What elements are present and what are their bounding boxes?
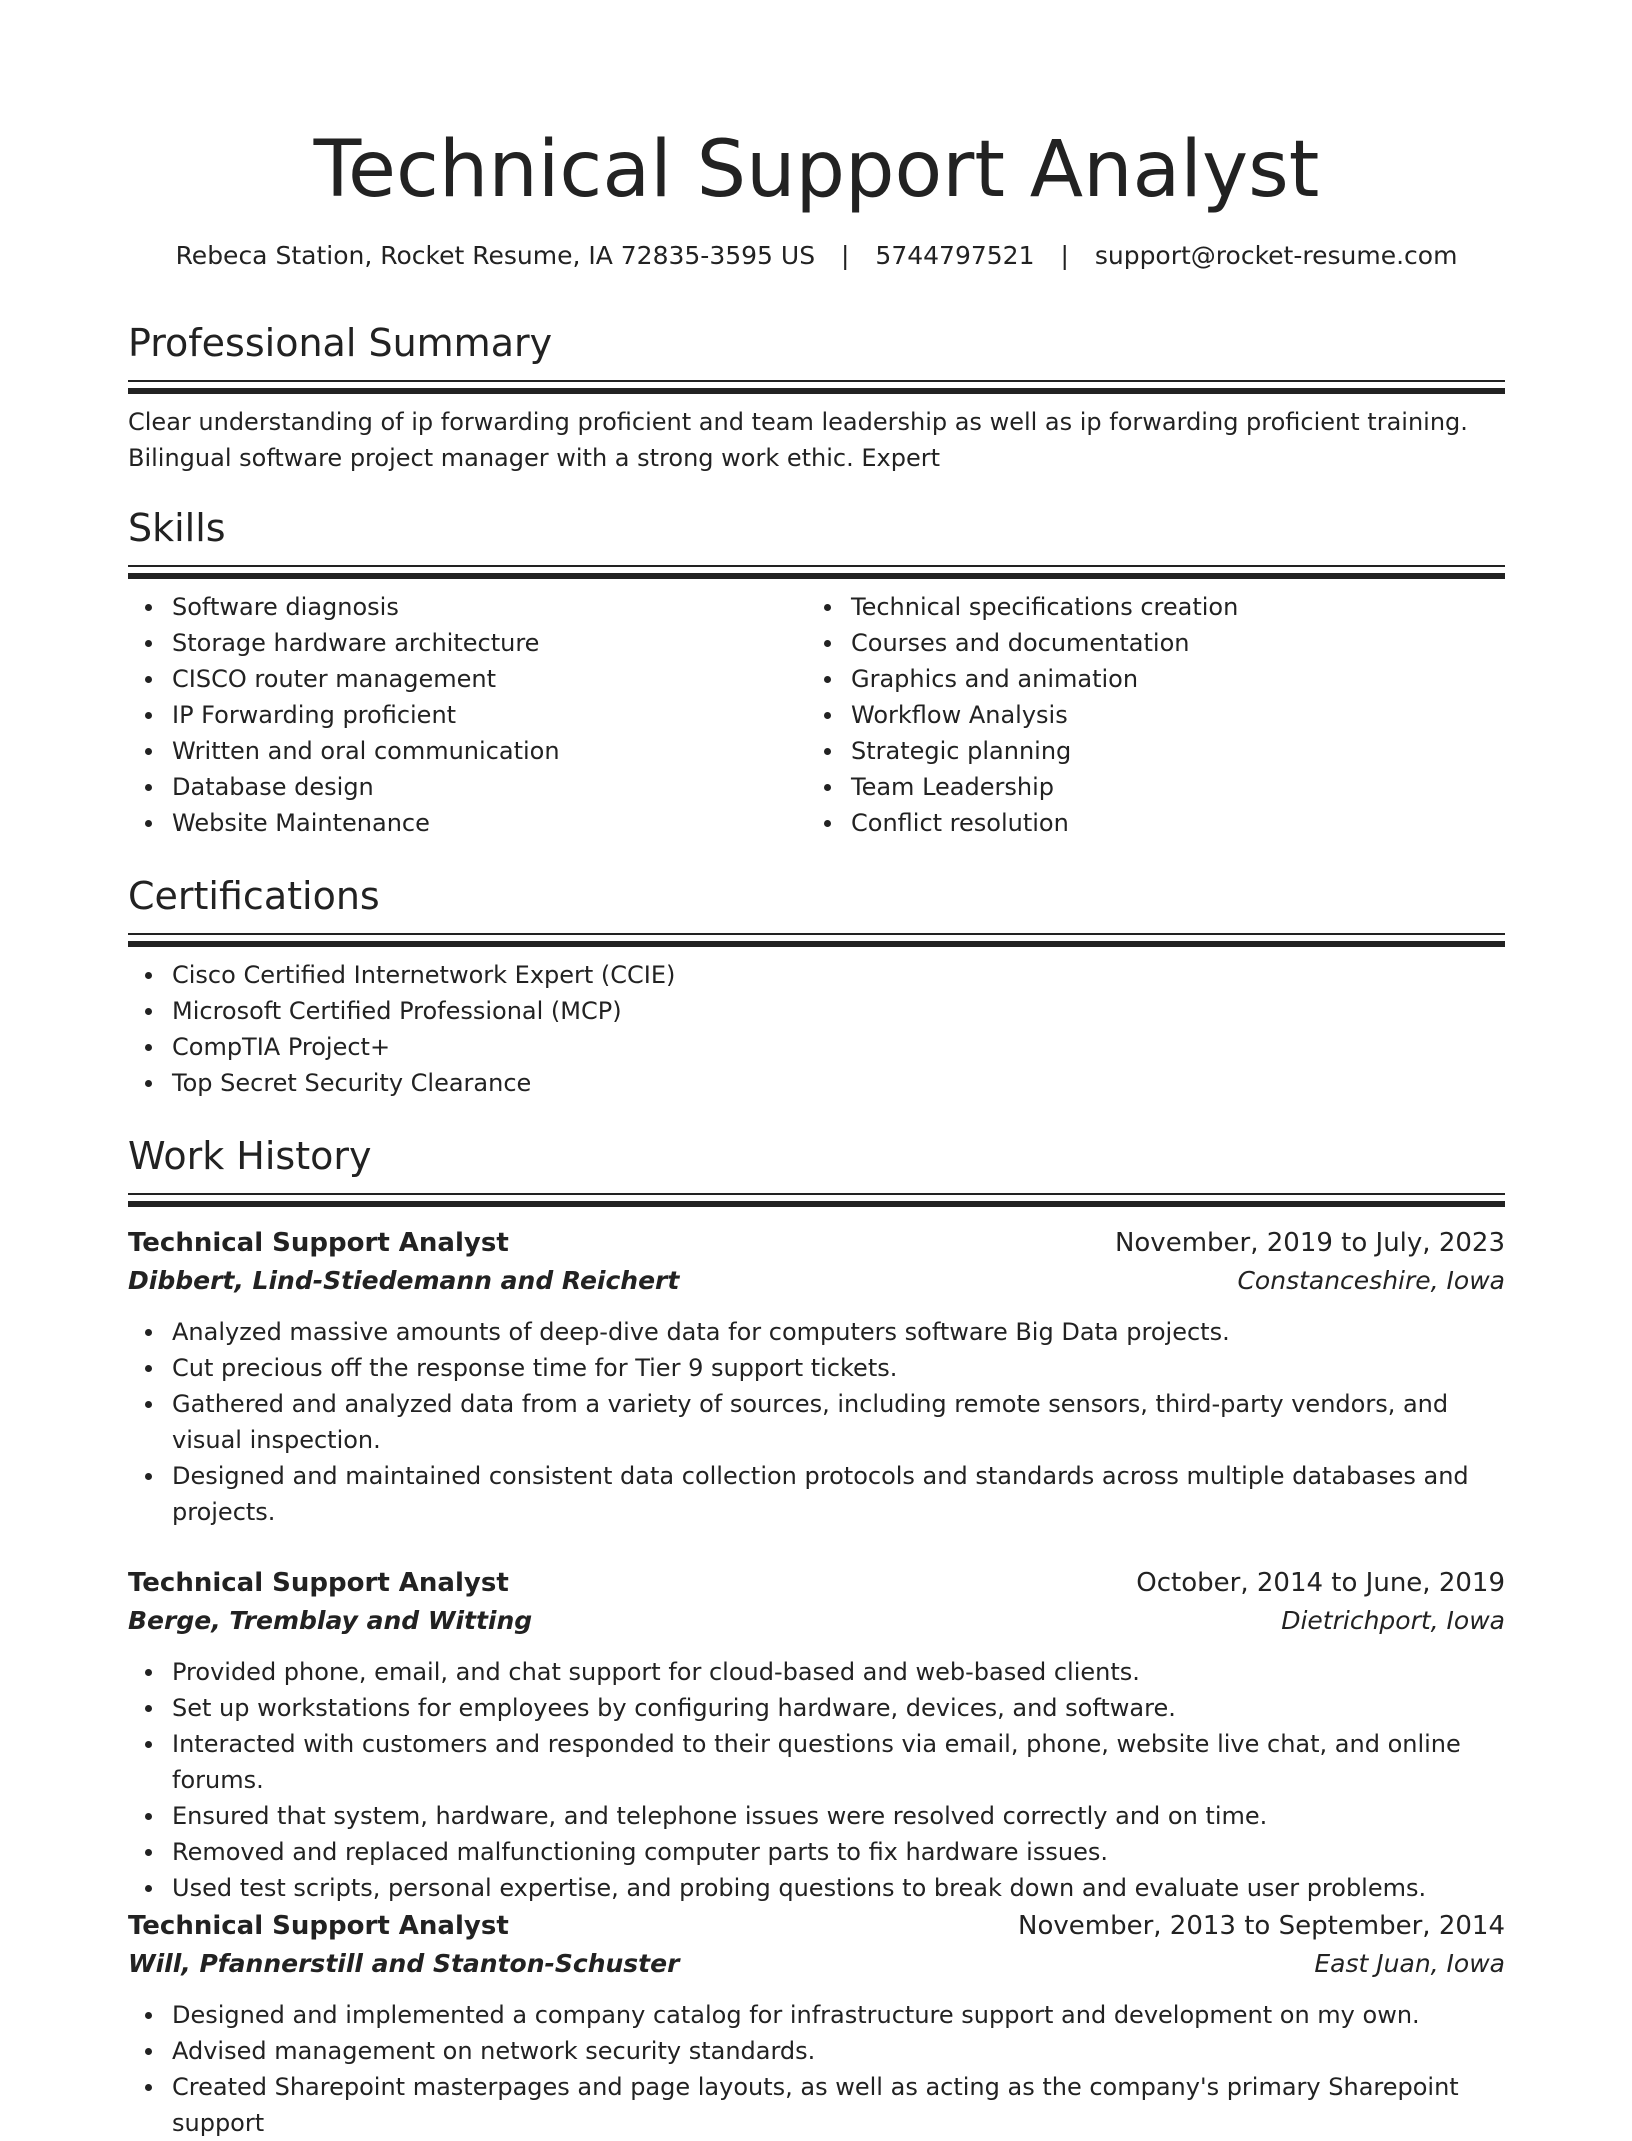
job-company: Will, Pfannerstill and Stanton-Schuster: [128, 1949, 680, 1978]
job-bullets: [128, 1997, 1505, 2141]
summary-section: [128, 318, 1505, 476]
job-bullets: [128, 1314, 1505, 1530]
contact-phone: 5744797521: [875, 241, 1035, 270]
contact-separator: |: [841, 241, 850, 270]
job-entry: [128, 1224, 1505, 1530]
skill-item: IP Forwarding proficient: [172, 697, 807, 733]
job-title: Technical Support Analyst: [128, 1568, 509, 1598]
job-bullet: Used test scripts, personal expertise, and probing questions to break down and evaluate user problems.: [172, 1870, 1505, 1906]
certifications-section: [128, 871, 1505, 1101]
skill-item: Strategic planning: [851, 733, 1486, 769]
skill-item: Workflow Analysis: [851, 697, 1486, 733]
job-dates: November, 2019 to July, 2023: [1114, 1228, 1505, 1258]
skill-item: Written and oral communication: [172, 733, 807, 769]
job-dates: November, 2013 to September, 2014: [1018, 1911, 1505, 1941]
job-bullet: Created Sharepoint masterpages and page layouts, as well as acting as the company's primary Sharepoint support: [172, 2069, 1505, 2141]
work-history-heading: Work History: [128, 1134, 372, 1178]
section-rule: [128, 933, 1505, 935]
job-subheader: [128, 1945, 1505, 1983]
page-title: Technical Support Analyst: [313, 125, 1320, 215]
summary-text: Clear understanding of ip forwarding proficient and team leadership as well as ip forwarding proficient training. Bilingual software project manager with a strong work ethic. Expert: [128, 408, 1468, 472]
skills-columns: [128, 589, 1505, 841]
skill-item: Technical specifications creation: [851, 589, 1486, 625]
section-rule: [128, 380, 1505, 382]
job-location: Dietrichport, Iowa: [1281, 1606, 1505, 1635]
job-title: Technical Support Analyst: [128, 1228, 509, 1258]
skill-item: CISCO router management: [172, 661, 807, 697]
summary-heading: Professional Summary: [128, 321, 553, 365]
skill-item: Team Leadership: [851, 769, 1486, 805]
job-bullet: Gathered and analyzed data from a variety of sources, including remote sensors, third-party vendors, and visual inspection.: [172, 1386, 1505, 1458]
contact-separator: |: [1060, 241, 1069, 270]
section-rule: [128, 1201, 1505, 1207]
work-history-section: [128, 1131, 1505, 1207]
job-bullet: Designed and implemented a company catalog for infrastructure support and development on my own.: [172, 1997, 1505, 2033]
job-entry: [128, 1564, 1505, 1906]
job-bullet: Analyzed massive amounts of deep-dive data for computers software Big Data projects.: [172, 1314, 1505, 1350]
job-bullet: Advised management on network security standards.: [172, 2033, 1505, 2069]
job-company: Dibbert, Lind-Stiedemann and Reichert: [128, 1266, 680, 1295]
certification-item: CompTIA Project+: [172, 1029, 1505, 1065]
job-entry: [128, 1907, 1505, 2141]
job-header: [128, 1564, 1505, 1602]
job-bullet: Cut precious off the response time for Tier 9 support tickets.: [172, 1350, 1505, 1386]
certifications-list: [128, 957, 1505, 1101]
contact-address: Rebeca Station, Rocket Resume, IA 72835-3595 US: [175, 241, 816, 270]
job-bullet: Set up workstations for employees by configuring hardware, devices, and software.: [172, 1690, 1505, 1726]
certification-item: Microsoft Certified Professional (MCP): [172, 993, 1505, 1029]
job-bullet: Designed and maintained consistent data collection protocols and standards across multiple databases and projects.: [172, 1458, 1505, 1530]
skill-item: Courses and documentation: [851, 625, 1486, 661]
job-dates: October, 2014 to June, 2019: [1136, 1568, 1505, 1598]
skills-list-right: [807, 589, 1486, 841]
skills-heading: Skills: [128, 506, 226, 550]
section-rule: [128, 573, 1505, 579]
section-rule: [128, 941, 1505, 947]
section-rule: [128, 565, 1505, 567]
job-bullet: Removed and replaced malfunctioning computer parts to fix hardware issues.: [172, 1834, 1505, 1870]
skills-section: [128, 503, 1505, 841]
skill-item: Database design: [172, 769, 807, 805]
certification-item: Cisco Certified Internetwork Expert (CCIE): [172, 957, 1505, 993]
job-company: Berge, Tremblay and Witting: [128, 1606, 533, 1635]
certifications-heading: Certifications: [128, 874, 380, 918]
certification-item: Top Secret Security Clearance: [172, 1065, 1505, 1101]
section-rule: [128, 1193, 1505, 1195]
job-bullets: [128, 1654, 1505, 1906]
job-subheader: [128, 1602, 1505, 1640]
skill-item: Conflict resolution: [851, 805, 1486, 841]
contact-line: [128, 236, 1505, 276]
job-header: [128, 1224, 1505, 1262]
contact-email: support@rocket-resume.com: [1094, 241, 1458, 270]
skills-list-left: [128, 589, 807, 841]
skill-item: Website Maintenance: [172, 805, 807, 841]
job-header: [128, 1907, 1505, 1945]
job-bullet: Ensured that system, hardware, and telephone issues were resolved correctly and on time.: [172, 1798, 1505, 1834]
job-location: Constanceshire, Iowa: [1237, 1266, 1505, 1295]
job-bullet: Provided phone, email, and chat support for cloud-based and web-based clients.: [172, 1654, 1505, 1690]
job-location: East Juan, Iowa: [1314, 1949, 1505, 1978]
section-rule: [128, 388, 1505, 394]
skill-item: Storage hardware architecture: [172, 625, 807, 661]
skill-item: Graphics and animation: [851, 661, 1486, 697]
job-subheader: [128, 1262, 1505, 1300]
job-title: Technical Support Analyst: [128, 1911, 509, 1941]
skill-item: Software diagnosis: [172, 589, 807, 625]
job-bullet: Interacted with customers and responded to their questions via email, phone, website live chat, and online forums.: [172, 1726, 1505, 1798]
